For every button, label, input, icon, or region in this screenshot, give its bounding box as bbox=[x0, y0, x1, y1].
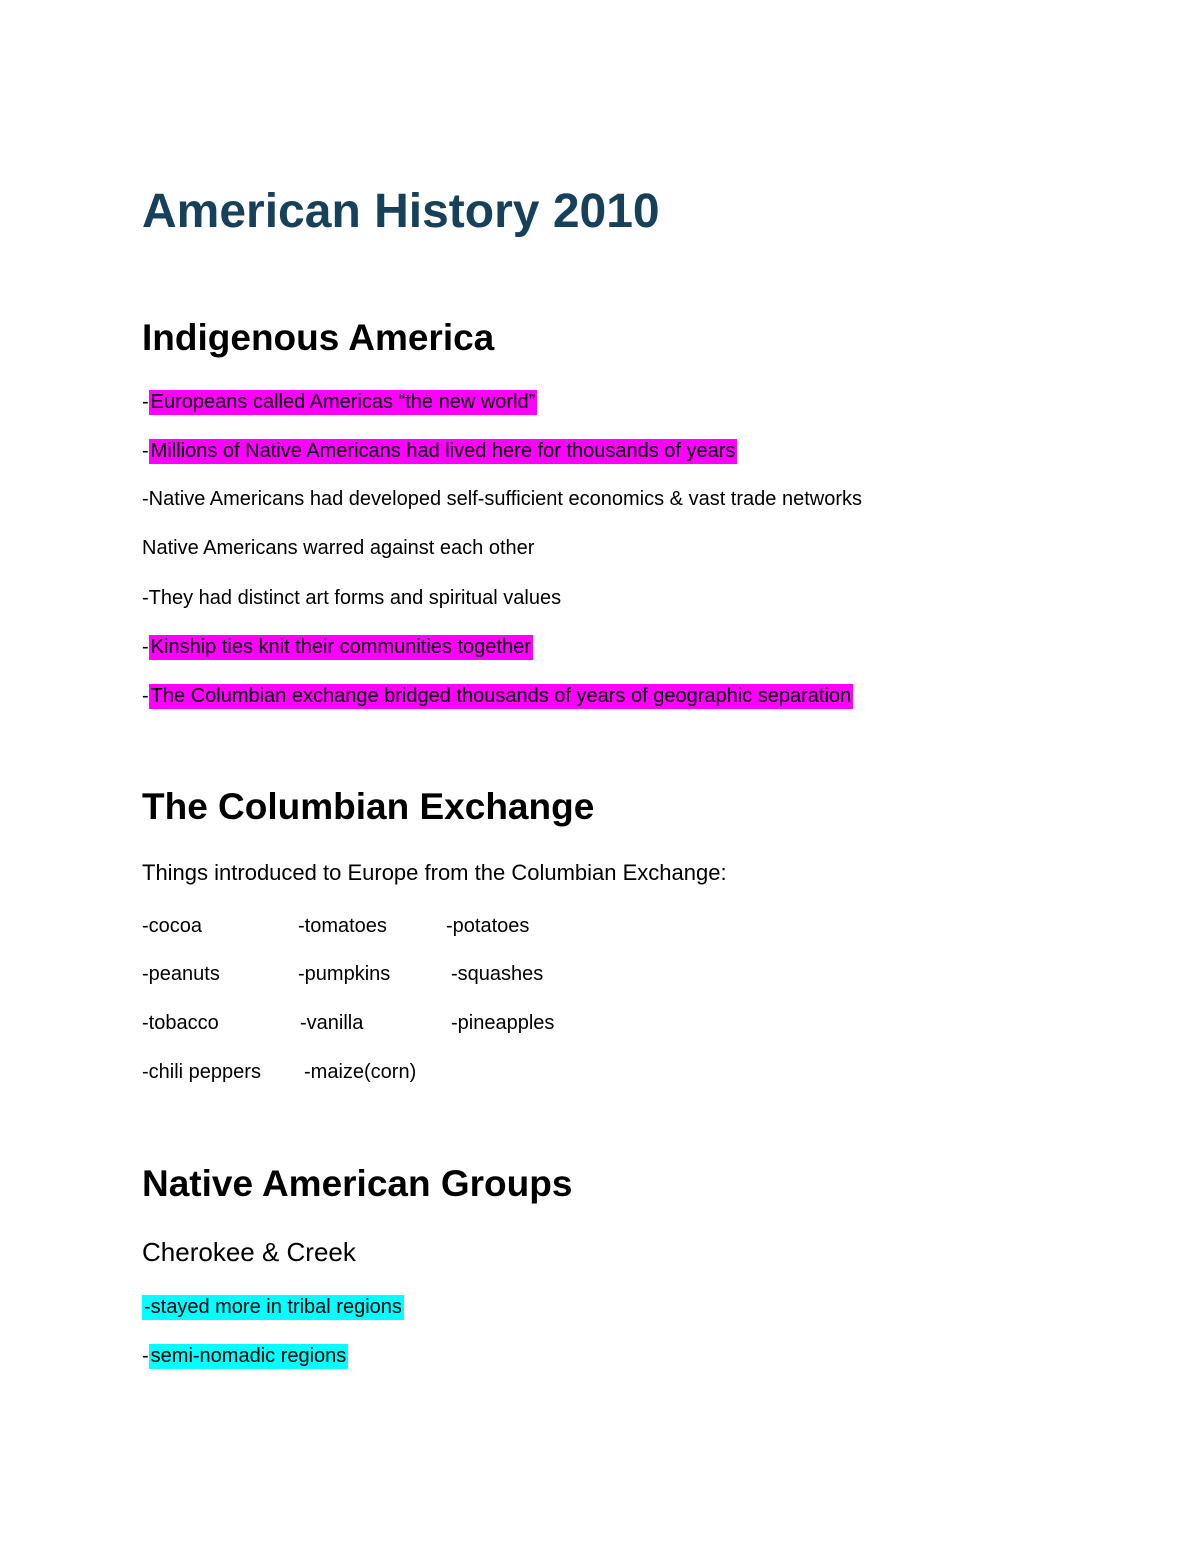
exchange-item: -peanuts bbox=[142, 963, 220, 985]
exchange-item: -tomatoes bbox=[298, 915, 387, 937]
exchange-item: -pineapples bbox=[451, 1012, 555, 1034]
heading-native-american-groups: Native American Groups bbox=[142, 1163, 573, 1204]
note-line-6-dash: - bbox=[142, 636, 149, 658]
exchange-item: -squashes bbox=[451, 963, 544, 985]
exchange-item: -maize(corn) bbox=[304, 1061, 417, 1083]
note-line-2-text: Millions of Native Americans had lived here for thousands of years bbox=[150, 440, 736, 462]
note-line-2 bbox=[142, 438, 737, 464]
subheading-cherokee-creek: Cherokee & Creek bbox=[142, 1237, 356, 1267]
note-line-5 bbox=[142, 585, 561, 611]
exchange-item: -vanilla bbox=[300, 1012, 364, 1034]
note-line-4-text: Native Americans warred against each other bbox=[142, 537, 535, 559]
group-note-line-2 bbox=[142, 1343, 348, 1369]
group-note-line-1 bbox=[142, 1294, 404, 1320]
exchange-item: -chili peppers bbox=[142, 1061, 261, 1083]
note-line-1-text: Europeans called Americas “the new world” bbox=[150, 391, 536, 413]
note-line-7-text: The Columbian exchange bridged thousands of years of geographic separation bbox=[150, 685, 852, 707]
exchange-item: -tobacco bbox=[142, 1012, 219, 1034]
note-line-5-text: -They had distinct art forms and spiritual values bbox=[142, 587, 562, 609]
group-note-line-1-text: -stayed more in tribal regions bbox=[144, 1296, 402, 1318]
exchange-item: -pumpkins bbox=[298, 963, 391, 985]
note-line-3-text: -Native Americans had developed self-sufficient economics & vast trade networks bbox=[142, 488, 862, 510]
note-line-3 bbox=[142, 486, 862, 512]
note-line-6-text: Kinship ties knit their communities together bbox=[150, 636, 531, 658]
document-title: American History 2010 bbox=[142, 185, 660, 238]
note-line-1-dash: - bbox=[142, 391, 149, 413]
group-note-line-2-dash: - bbox=[142, 1345, 149, 1367]
note-line-1 bbox=[142, 389, 537, 415]
note-line-7-dash: - bbox=[142, 685, 149, 707]
columbian-intro: Things introduced to Europe from the Columbian Exchange: bbox=[142, 860, 727, 885]
exchange-item: -cocoa bbox=[142, 915, 203, 937]
heading-columbian-exchange: The Columbian Exchange bbox=[142, 786, 595, 827]
heading-indigenous-america: Indigenous America bbox=[142, 317, 495, 358]
note-line-7 bbox=[142, 683, 853, 709]
note-line-6 bbox=[142, 634, 533, 660]
note-line-2-dash: - bbox=[142, 440, 149, 462]
exchange-item: -potatoes bbox=[446, 915, 530, 937]
note-line-4 bbox=[142, 535, 534, 561]
group-note-line-2-text: semi-nomadic regions bbox=[150, 1345, 347, 1367]
